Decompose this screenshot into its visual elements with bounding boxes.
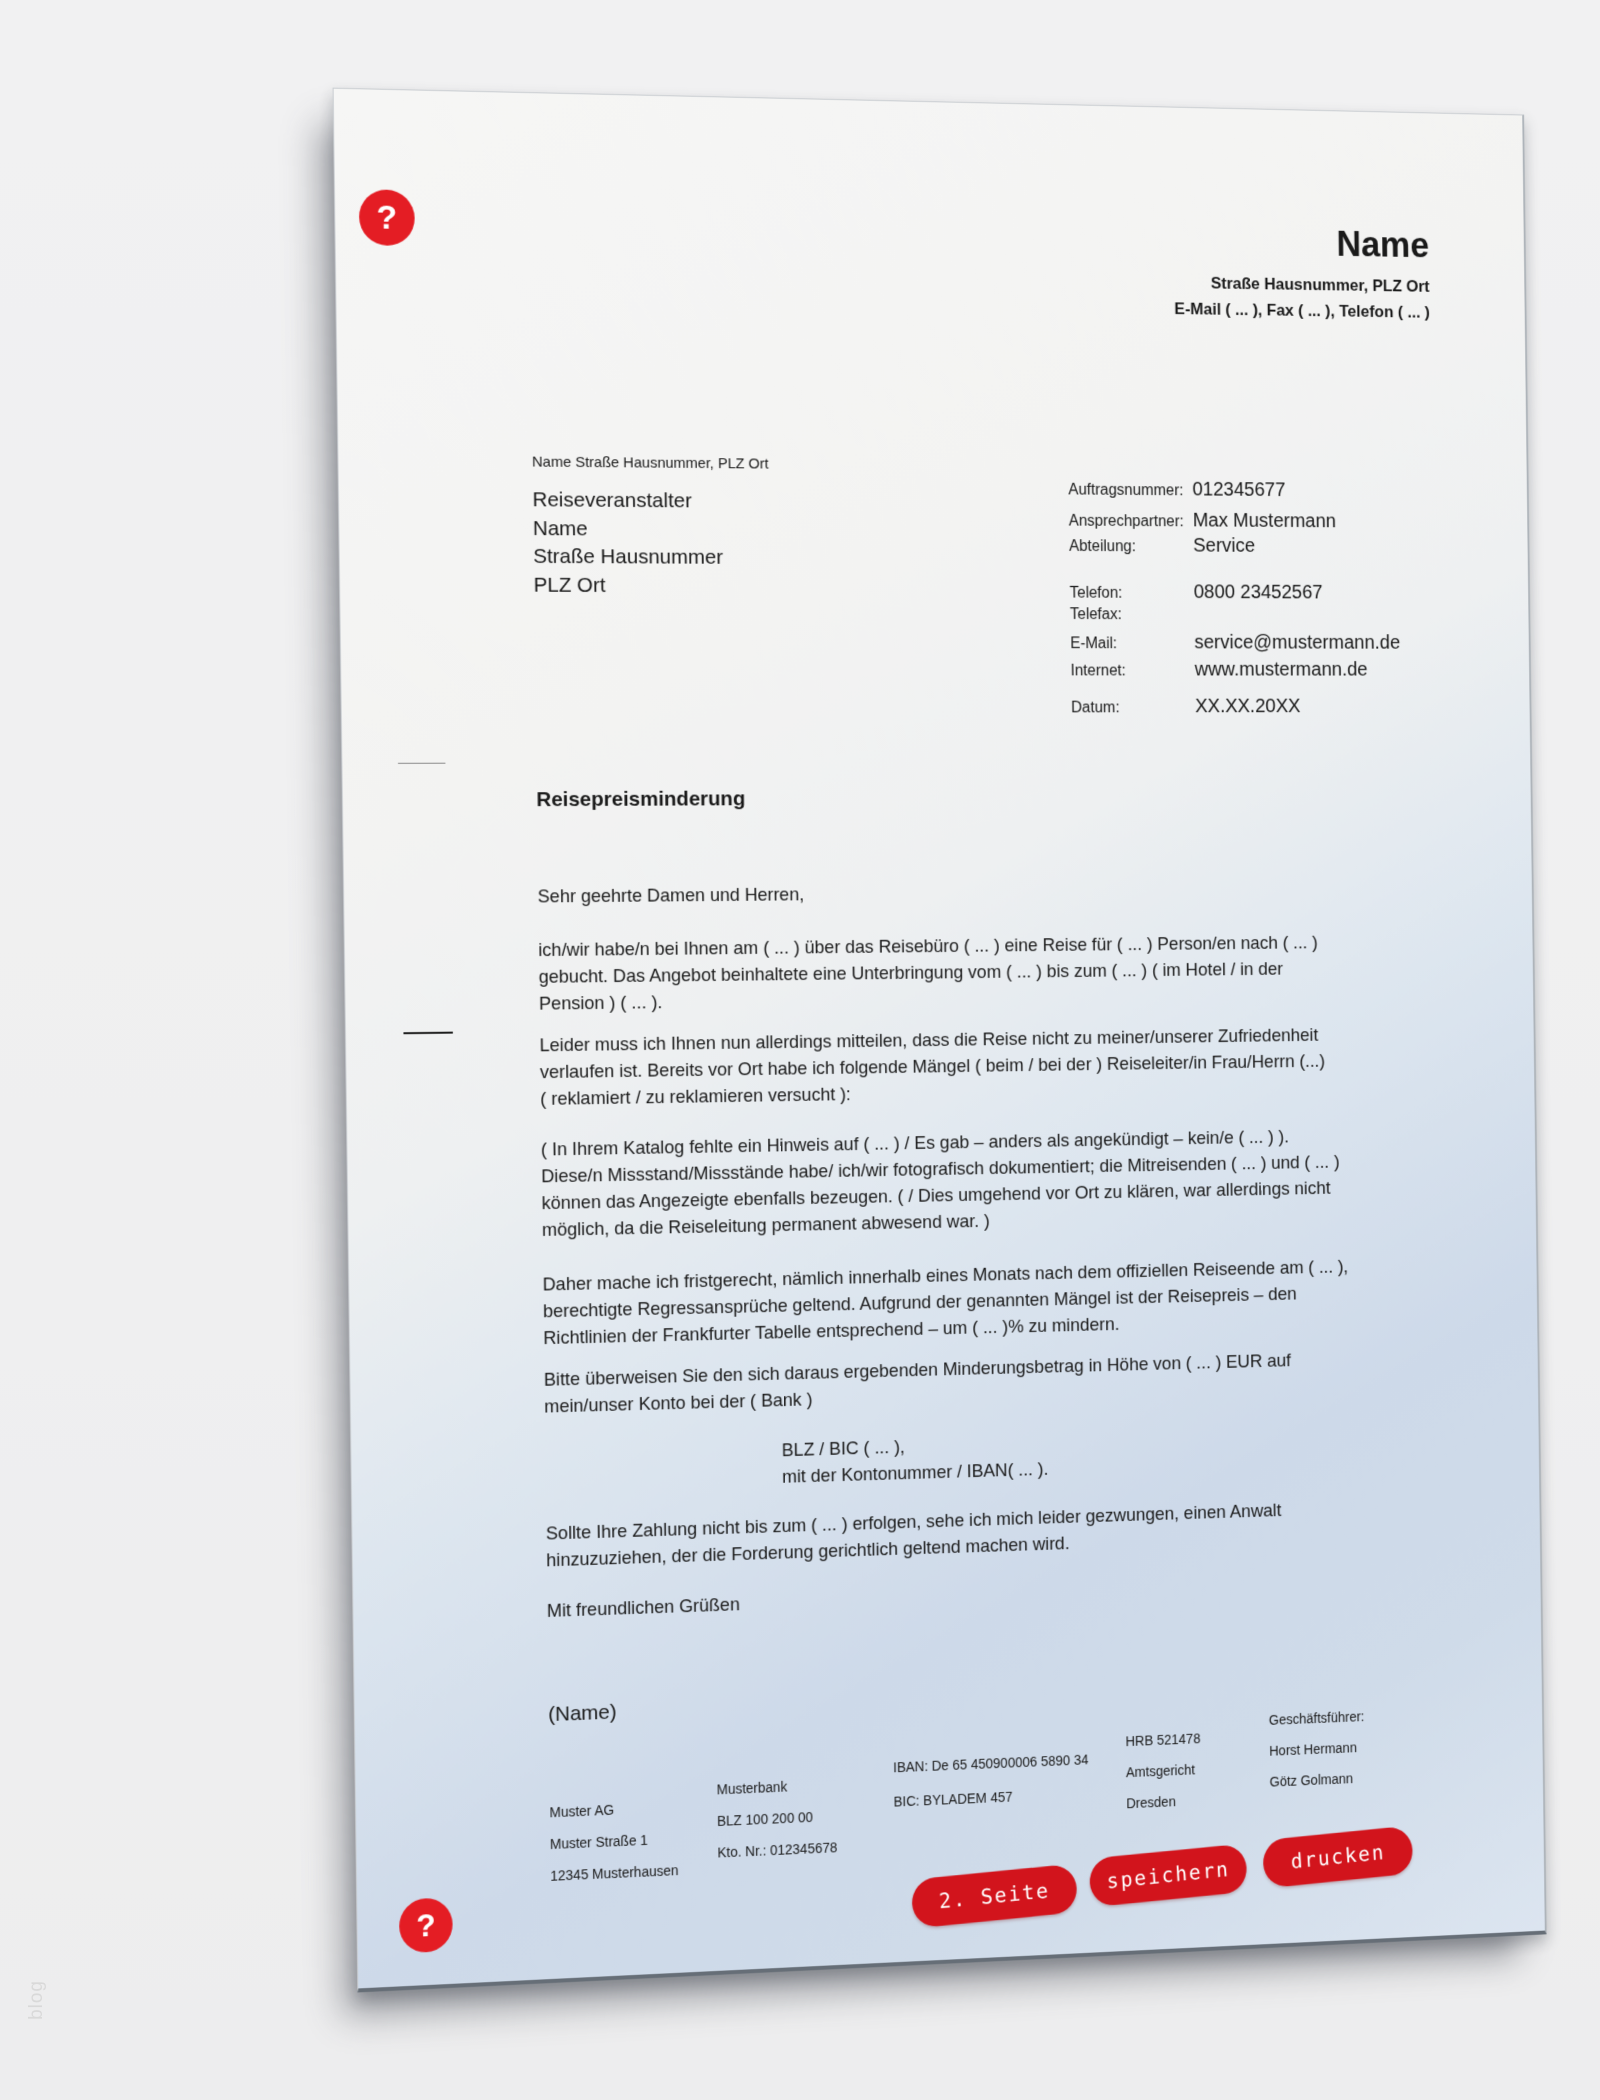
paragraph-line: können das Angezeigte ebenfalls bezeugen. ( / Dies umgehend vor Ort zu klären, war allerdings nicht — [541, 1177, 1331, 1214]
footer-line: BIC: BYLADEM 457 — [893, 1788, 1013, 1810]
info-row — [1070, 581, 1400, 607]
info-row — [1070, 606, 1400, 632]
sender-header — [1173, 222, 1430, 325]
recipient-line: Name — [532, 516, 588, 540]
footer-line: 12345 Musterhausen — [550, 1862, 679, 1884]
footer-line: IBAN: De 65 450900006 5890 34 — [893, 1751, 1089, 1776]
paragraph-defects — [541, 1122, 1341, 1243]
footer-line: Götz Golmann — [1269, 1770, 1354, 1790]
footer-iban — [893, 1743, 1089, 1819]
page2-button[interactable]: 2. Seite — [911, 1863, 1078, 1928]
footer-line: Kto. Nr.: 012345678 — [717, 1839, 838, 1861]
bank-line: BLZ / BIC ( ... ), — [781, 1436, 905, 1461]
help-icon[interactable] — [359, 189, 415, 246]
recipient-line: Straße Hausnummer — [533, 544, 724, 569]
print-button[interactable]: drucken — [1262, 1826, 1414, 1889]
info-value: www.mustermann.de — [1194, 658, 1368, 681]
paragraph-line: möglich, da die Reiseleitung permanent abwesend war. ) — [541, 1210, 990, 1240]
closing-formula: Mit freundlichen Grüßen — [546, 1593, 740, 1621]
footer-line: Muster AG — [549, 1801, 615, 1821]
paragraph-deadline — [546, 1497, 1282, 1574]
info-label: Abteilung: — [1068, 538, 1136, 556]
fold-mark — [398, 763, 445, 764]
info-row — [1070, 632, 1400, 658]
info-label: Datum: — [1071, 699, 1120, 717]
paragraph-line: ( In Ihrem Katalog fehlte ein Hinweis auf ( ... ) / Es gab – anders als angekündigt – kein/e ( ... ) ). — [540, 1125, 1290, 1160]
footer-company — [549, 1791, 678, 1892]
info-row — [1069, 534, 1399, 561]
info-value: 012345677 — [1192, 478, 1286, 501]
paragraph-line: Pension ) ( ... ). — [538, 991, 663, 1014]
recipient-address — [532, 486, 723, 600]
paragraph-line: ich/wir habe/n bei Ihnen am ( ... ) über das Reisebüro ( ... ) eine Reise für ( ... ) Person/en nach ( ... ) — [538, 931, 1318, 961]
paragraph-line: Sollte Ihre Zahlung nicht bis zum ( ... ) erfolgen, sehe ich mich leider gezwungen, einen Anwalt — [545, 1499, 1282, 1544]
footer-line: Dresden — [1126, 1793, 1176, 1812]
info-row — [1071, 696, 1401, 721]
paragraph-complaint — [539, 1021, 1325, 1112]
paragraph-line: Richtlinien der Frankfurter Tabelle entsprechend – um ( ... )% zu mindern. — [543, 1313, 1120, 1349]
paragraph-claim — [542, 1253, 1348, 1351]
help-icon[interactable] — [399, 1897, 453, 1953]
footer-line: Muster Straße 1 — [549, 1831, 648, 1853]
fold-mark — [403, 1032, 452, 1035]
info-row — [1071, 659, 1401, 684]
paragraph-line: Diese/n Missstand/Missstände habe/ ich/wir fotografisch dokumentiert; die Mitreisenden ( ... ) und ( ... ) — [541, 1151, 1340, 1187]
footer-line: Horst Hermann — [1269, 1739, 1357, 1759]
sender-address: Straße Hausnummer, PLZ Ort — [1210, 273, 1430, 296]
info-value: Max Mustermann — [1192, 509, 1337, 533]
info-value: service@mustermann.de — [1194, 631, 1401, 654]
paragraph-line: verlaufen ist. Bereits vor Ort habe ich folgende Mängel ( beim / bei der ) Reiseleiter/in Frau/Herrn (...) — [539, 1050, 1326, 1083]
footer-line: HRB 521478 — [1125, 1730, 1201, 1750]
footer-management — [1269, 1701, 1366, 1797]
paragraph-booking — [538, 929, 1318, 1017]
info-label: Telefax: — [1069, 606, 1122, 623]
recipient-line: Reiseveranstalter — [532, 488, 692, 513]
signature-placeholder: (Name) — [548, 1700, 617, 1727]
return-address-line: Name Straße Hausnummer, PLZ Ort — [531, 453, 769, 473]
letter-page — [333, 88, 1547, 1993]
info-label: Ansprechpartner: — [1068, 512, 1184, 531]
paragraph-line: mein/unser Konto bei der ( Bank ) — [544, 1388, 813, 1417]
info-value: 0800 23452567 — [1193, 581, 1323, 604]
info-label: Auftragsnummer: — [1068, 481, 1184, 500]
footer-line: Amtsgericht — [1125, 1761, 1196, 1781]
paragraph-refund — [544, 1347, 1292, 1420]
info-label: Internet: — [1070, 662, 1126, 680]
info-row — [1069, 509, 1399, 536]
paragraph-line: Bitte überweisen Sie den sich daraus ergebenden Minderungsbetrag in Höhe von ( ... ) EUR auf — [543, 1349, 1291, 1390]
paragraph-line: ( reklamiert / zu reklamieren versucht ): — [540, 1083, 852, 1109]
info-value: Service — [1192, 535, 1256, 557]
sender-contact: E-Mail ( ... ), Fax ( ... ), Telefon ( ... ) — [1174, 299, 1430, 322]
footer-line: BLZ 100 200 00 — [716, 1809, 814, 1829]
footer-register — [1125, 1723, 1201, 1819]
recipient-line: PLZ Ort — [533, 573, 606, 597]
footer-line: Geschäftsführer: — [1268, 1708, 1365, 1728]
info-row — [1068, 478, 1398, 506]
bank-line: mit der Kontonummer / IBAN( ... ). — [781, 1458, 1049, 1487]
question-mark-glyph: ? — [416, 1906, 436, 1944]
paragraph-line: berechtigte Regressansprüche geltend. Aufgrund der genannten Mängel ist der Reisepreis – den — [542, 1283, 1297, 1322]
paragraph-line: hinzuzuziehen, der die Forderung gerichtlich geltend machen wird. — [546, 1532, 1070, 1571]
bank-details — [782, 1429, 1049, 1490]
watermark-blog: blog — [26, 1980, 47, 2020]
info-label: E-Mail: — [1070, 635, 1118, 653]
salutation: Sehr geehrte Damen und Herren, — [537, 883, 805, 907]
reference-block — [1068, 478, 1401, 721]
info-label: Telefon: — [1069, 584, 1123, 602]
paragraph-line: gebucht. Das Angebot beinhaltete eine Unterbringung vom ( ... ) bis zum ( ... ) ( im Hotel / in der — [538, 958, 1284, 987]
save-button[interactable]: speichern — [1088, 1843, 1248, 1907]
question-mark-glyph: ? — [376, 198, 398, 237]
footer-bank — [716, 1769, 837, 1869]
footer-line: Musterbank — [716, 1778, 788, 1798]
info-value: XX.XX.20XX — [1195, 695, 1301, 718]
subject-line: Reisepreisminderung — [536, 787, 746, 812]
paragraph-line: Daher mache ich fristgerecht, nämlich innerhalb eines Monats nach dem offiziellen Reiseende am ( ... ), — [542, 1255, 1349, 1295]
sender-name: Name — [1336, 223, 1430, 265]
paragraph-line: Leider muss ich Ihnen nun allerdings mitteilen, dass die Reise nicht zu meiner/unserer Zufriedenheit — [539, 1024, 1319, 1056]
